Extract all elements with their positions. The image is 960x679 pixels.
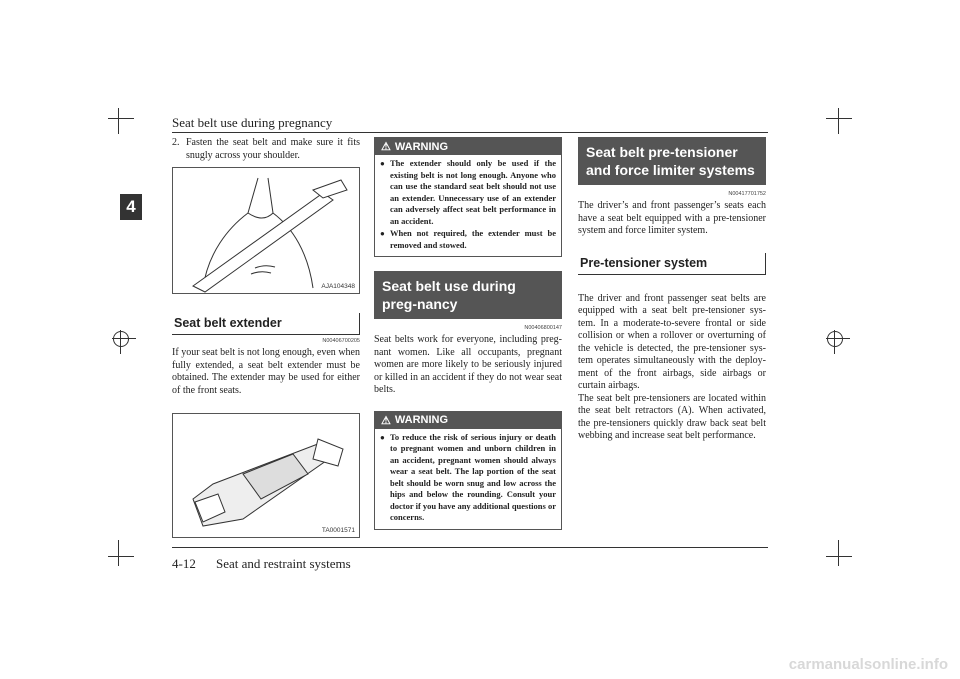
pretensioner-paragraph: The driver’s and front passenger’s seats each have a seat belt equipped with a pre-tensioner system and force limiter system.	[578, 200, 766, 236]
page-header-title: Seat belt use during pregnancy	[172, 115, 333, 130]
warning-icon: ⚠	[381, 414, 391, 427]
footer-rule	[172, 547, 768, 548]
warning-item: ● The extender should only be used if the existing belt is not long enough. Anyone who can use the standard seat belt should not use an extender. Unnecessary use of an extender can adversely affect seat belt performance in an accident.	[380, 158, 556, 226]
pregnancy-paragraph: Seat belts work for everyone, including preg-nant women. Like all occupants, pregnant women are more likely to be seriously injured or killed in an accident if they do not wear seat belts.	[374, 334, 562, 395]
warning-body	[375, 429, 561, 529]
warning-icon: ⚠	[381, 141, 391, 153]
column-3	[578, 137, 766, 443]
warning-title: WARNING	[394, 414, 449, 426]
warning-item: ● To reduce the risk of serious injury or death to pregnant women and unborn children in an accident, pregnant women should always wear a seat belt. The lap portion of the seat belt should be worn snug and low across the hips and below the rounding. Consult your doctor if you have any additional questions or concerns.	[380, 431, 556, 522]
section-heading-pretensioner: Seat belt pre-tensioner and force limiter systems	[578, 137, 766, 185]
footer-section-title: Seat and restraint systems	[216, 556, 351, 571]
bullet-icon: ●	[380, 159, 385, 168]
bullet-icon: ●	[380, 229, 385, 238]
figure-code: TA0001571	[321, 527, 355, 534]
step-number: 2.	[172, 137, 180, 148]
seat-belt-extender-illustration	[173, 414, 359, 537]
instruction-step	[172, 137, 360, 162]
warning-box	[374, 411, 562, 530]
figure-code: AJA104348	[321, 283, 355, 290]
warning-header	[375, 138, 561, 155]
seat-belt-shoulder-figure	[172, 167, 360, 294]
warning-body	[375, 155, 561, 256]
system-paragraph-1: The driver and front passenger seat belts are equipped with a seat belt pre-tensioner sys-tem. In a moderate-to-severe frontal or side collision or when a rollover or overturning of the vehicle is detected, the pre-tensioner sys-tem operates simultaneously with the deploy-ment of the front airbags, side airbags or curtain airbags.	[578, 292, 766, 391]
seat-belt-shoulder-illustration	[173, 168, 359, 293]
section-heading-pretensioner-system: Pre-tensioner system	[578, 250, 766, 275]
system-paragraph-2: The seat belt pre-tensioners are located within the seat belt retractors (A). When activated, the pre-tensioners quickly draw back seat belt webbing and increase seat belt performance.	[578, 392, 766, 441]
warning-box	[374, 137, 562, 257]
seat-belt-extender-figure	[172, 413, 360, 538]
column-1	[172, 137, 360, 538]
chapter-tab: 4	[120, 194, 142, 220]
bullet-icon: ●	[380, 432, 385, 442]
section-heading-seat-belt-extender: Seat belt extender	[172, 310, 360, 335]
warning-item: ● When not required, the extender must be removed and stowed.	[380, 228, 556, 250]
section-code: N00406700205	[322, 338, 360, 344]
header-rule	[172, 132, 768, 133]
page-number: 4-12	[172, 556, 196, 571]
section-code: N00417701752	[728, 191, 766, 197]
section-code: N00406800147	[524, 325, 562, 331]
section-heading-pregnancy: Seat belt use during preg-nancy	[374, 271, 562, 319]
step-text: Fasten the seat belt and make sure it fits snugly across your shoulder.	[186, 137, 360, 161]
warning-title: WARNING	[394, 140, 449, 153]
extender-paragraph: If your seat belt is not long enough, even when fully extended, a seat belt extender must be obtained. The extender may be used for either of the front seats.	[172, 347, 360, 396]
warning-header	[375, 412, 561, 429]
column-2	[374, 137, 562, 530]
watermark: carmanualsonline.info	[788, 656, 948, 673]
